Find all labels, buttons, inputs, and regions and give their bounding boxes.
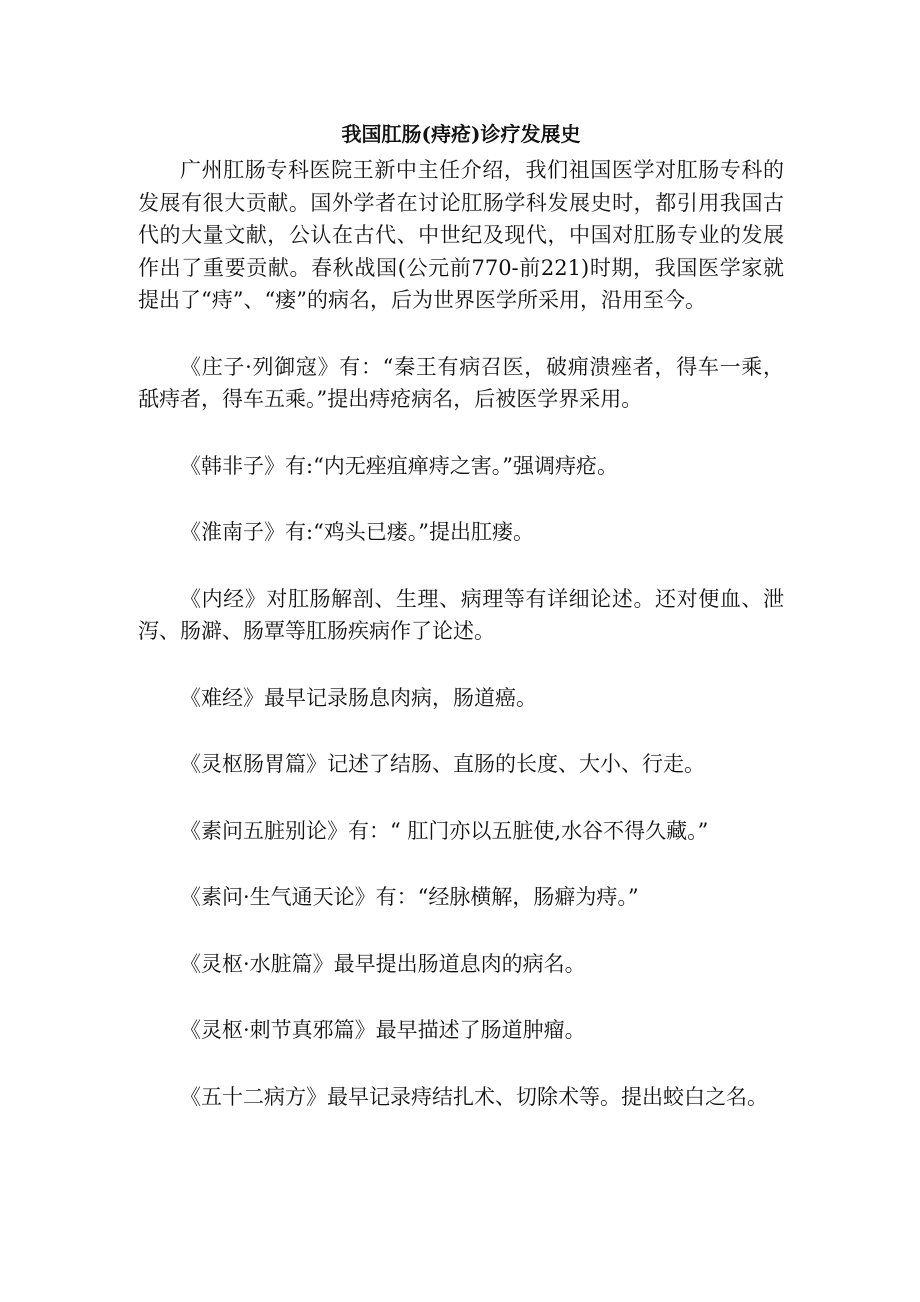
paragraph-suwen-wuzang: 《素问五脏别论》有：“ 肛门亦以五脏使,水谷不得久藏。” — [180, 818, 709, 843]
document-title: 我国肛肠(痔疮)诊疗发展史 — [341, 122, 581, 146]
paragraph-huainanzi: 《淮南子》有:“鸡头已瘘。”提出肛瘘。 — [180, 520, 535, 544]
paragraph-lingshu-cijie: 《灵枢·刺节真邪篇》最早描述了肠道肿瘤。 — [180, 1018, 586, 1042]
paragraph-neijing: 《内经》对肛肠解剖、生理、病理等有详细论述。还对便血、泄泻、肠澼、肠覃等肛肠疾病作了论述。 — [138, 586, 784, 643]
paragraph-nanjing: 《难经》最早记录肠息肉病，肠道癌。 — [180, 685, 537, 710]
document-page — [138, 118, 784, 1113]
paragraph-intro: 广州肛肠专科医院王新中主任介绍，我们祖国医学对肛肠专科的发展有很大贡献。国外学者在讨论肛肠学科发展史时，都引用我国古代的大量文献，公认在古代、中世纪及现代，中国对肛肠专业的发展作出了重要贡献。春秋战国(公元前770-前221)时期，我国医学家就提出了“痔”、“瘘”的病名，后为世界医学所采用，沿用至今。 — [138, 158, 784, 312]
paragraph-lingshu-shuizang: 《灵枢·水脏篇》最早提出肠道息肉的病名。 — [180, 951, 586, 976]
paragraph-zhuangzi: 《庄子·列御寇》有：“秦王有病召医，破痈溃痤者，得车一乘，舐痔者，得车五乘。”提出痔疮病名，后被医学界采用。 — [138, 354, 784, 411]
paragraph-suwen-shengqi: 《素问·生气通天论》有：“经脉横解，肠癖为痔。” — [180, 885, 639, 909]
paragraph-hanfeizi: 《韩非子》有:“内无痤疽瘅痔之害。”强调痔疮。 — [180, 453, 619, 478]
paragraph-wushier: 《五十二病方》最早记录痔结扎术、切除术等。提出蛟白之名。 — [180, 1084, 768, 1109]
paragraph-lingshu-changwei: 《灵枢肠胃篇》记述了结肠、直肠的长度、大小、行走。 — [180, 752, 705, 776]
